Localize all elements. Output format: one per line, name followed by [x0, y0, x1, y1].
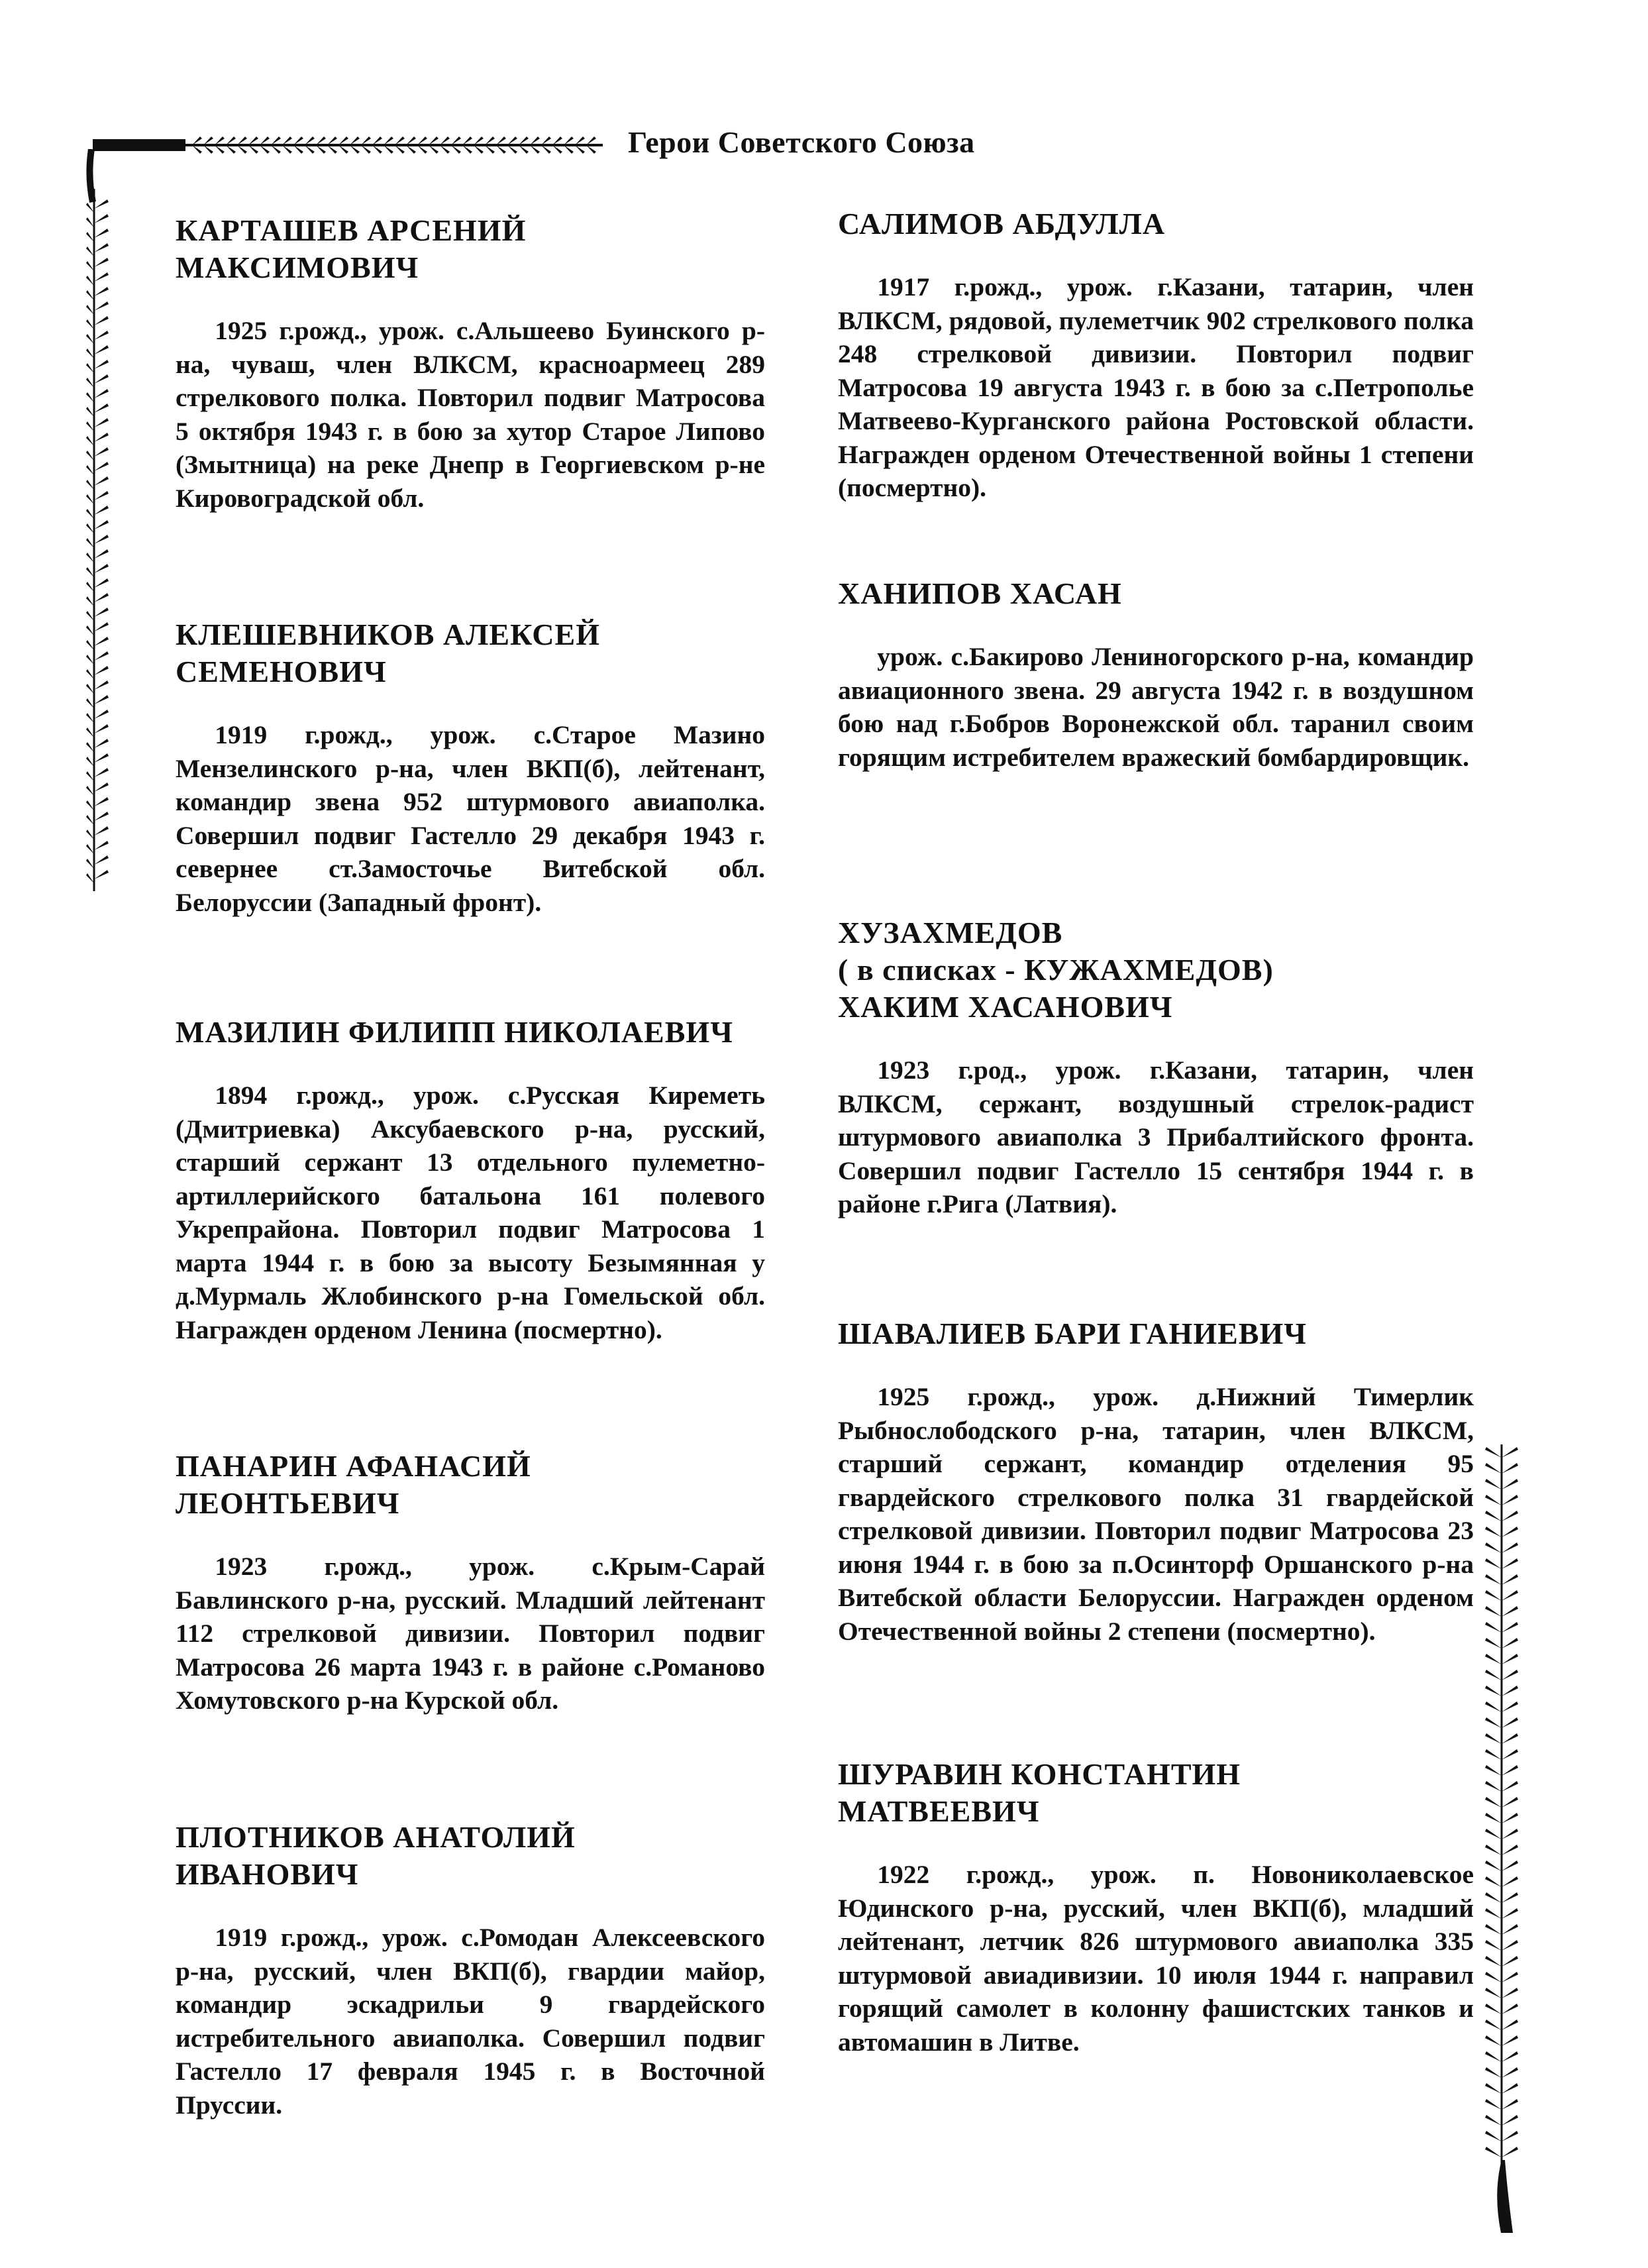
leaf-ornament [94, 462, 109, 471]
leaf-ornament [94, 520, 109, 529]
leaf-ornament [94, 287, 109, 296]
entry-text: 1894 г.рожд., урож. с.Русская Киреметь (Дмитриевка) Аксубаевского р-на, русский, старший сержант 13 отдельного пулеметно-артиллерийского батальона 161 полевого Укрепрайона. Повторил подвиг Матросова 1 марта 1944 г. в бою за высоту Безымянная у д.Мурмаль Жлобинского р-на Гомельской обл. Награжден орденом Ленина (посмертно). [176, 1081, 765, 1344]
leaf-ornament [1502, 1527, 1518, 1537]
leaf-ornament [1502, 1606, 1518, 1617]
entry-name: САЛИМОВ АБДУЛЛА [838, 207, 1166, 241]
leaf-ornament [1485, 2115, 1502, 2126]
leaf-ornament [1485, 1511, 1502, 1521]
right-border-ornament-icon [1478, 1444, 1525, 2240]
leaf-ornament [86, 757, 94, 767]
entry-panarin [176, 1448, 765, 1717]
leaf-ornament [94, 491, 109, 500]
leaf-ornament [1485, 1574, 1502, 1585]
leaf-ornament [94, 301, 109, 311]
leaf-ornament [1485, 2020, 1502, 2030]
leaf-ornament [86, 611, 94, 621]
leaf-ornament [1485, 1781, 1502, 1792]
leaf-ornament [94, 680, 109, 690]
leaf-ornament [86, 625, 94, 635]
leaf-ornament [1485, 1701, 1502, 1712]
leaf-ornament [1485, 1670, 1502, 1680]
leaf-ornament [86, 509, 94, 519]
leaf-ornament [94, 549, 109, 559]
leaf-ornament [86, 480, 94, 490]
leaf-ornament [1485, 1447, 1502, 1458]
leaf-ornament [1502, 1876, 1518, 1887]
leaf-ornament [94, 695, 109, 704]
leaf-ornament [86, 261, 94, 271]
leaf-ornament [1502, 1717, 1518, 1728]
entry-text: 1919 г.рожд., урож. с.Старое Мазино Мензелинского р-на, член ВКП(б), лейтенант, командир звена 952 штурмового авиаполка. Совершил подвиг Гастелло 29 декабря 1943 г. севернее ст.Замосточье Витебской обл. Белоруссии (Западный фронт). [176, 720, 765, 917]
leaf-ornament [94, 374, 109, 384]
leaf-ornament [1485, 1876, 1502, 1887]
leaf-ornament [1502, 1558, 1518, 1569]
entry-text: 1922 г.рожд., урож. п. Новониколаевское Юдинского р-на, русский, член ВКП(б), младший лейтенант, летчик 826 штурмового авиаполка 335 штурмовой авиадивизии. 10 июля 1944 г. направил горящий самолет в колонну фашистских танков и автомашин в Литве. [838, 1860, 1474, 2057]
leaf-ornament [86, 771, 94, 781]
leaf-ornament [94, 651, 109, 661]
leaf-ornament [1485, 1686, 1502, 1696]
leaf-ornament [1502, 1733, 1518, 1744]
entry-salimov [838, 205, 1474, 505]
leaf-ornament [1485, 1542, 1502, 1553]
entry-text: 1925 г.рожд., урож. д.Нижний Тимерлик Рыбнослободского р-на, татарин, член ВЛКСМ, старший сержант, командир отделения 95 гвардейского стрелкового полка 31 гвардейской стрелковой дивизии. Повторил подвиг Матросова 23 июня 1944 г. в бою за п.Осинторф Оршанского р-на Витебской области Белоруссии. Награжден орденом Отечественной войны 2 степени (посмертно). [838, 1382, 1474, 1646]
leaf-ornament [1502, 1924, 1518, 1935]
leaf-ornament [86, 728, 94, 737]
leaf-ornament [86, 655, 94, 665]
entry-name: МАЗИЛИН ФИЛИПП НИКОЛАЕВИЧ [176, 1015, 733, 1049]
leaf-ornament [86, 844, 94, 854]
leaf-ornament [1485, 1733, 1502, 1744]
leaf-ornament [1502, 1574, 1518, 1585]
header-ornament-icon [93, 130, 603, 160]
leaf-ornament [86, 334, 94, 344]
leaf-ornament [1502, 1686, 1518, 1696]
entry-name: ШУРАВИН КОНСТАНТИН МАТВЕЕВИЧ [838, 1757, 1241, 1828]
leaf-ornament [1502, 1542, 1518, 1553]
leaf-ornament [94, 724, 109, 733]
leaf-ornament [1502, 2020, 1518, 2030]
leaf-ornament [94, 768, 109, 777]
leaf-ornament [94, 637, 109, 646]
leaf-ornament [86, 465, 94, 475]
leaf-ornament [86, 378, 94, 388]
leaf-ornament [94, 360, 109, 369]
entry-khuzakhmedov [838, 914, 1474, 1221]
entry-shuravin [838, 1756, 1474, 2059]
leaf-ornament [86, 246, 94, 256]
leaf-ornament [94, 433, 109, 442]
leaf-ornament [1502, 1447, 1518, 1458]
leaf-ornament [86, 203, 94, 213]
entry-mazilin [176, 1014, 765, 1346]
leaf-ornament [1502, 1765, 1518, 1776]
leaf-ornament [1485, 1463, 1502, 1474]
leaf-ornament [1502, 1463, 1518, 1474]
leaf-ornament [1485, 2099, 1502, 2110]
leaf-ornament [86, 305, 94, 315]
leaf-ornament [1502, 2115, 1518, 2126]
leaf-ornament [86, 407, 94, 417]
leaf-ornament [1485, 2083, 1502, 2094]
leaf-ornament [86, 859, 94, 869]
leaf-ornament [86, 567, 94, 577]
leaf-ornament [94, 578, 109, 588]
entry-text: урож. с.Бакирово Лениногорского р-на, командир авиационного звена. 29 августа 1942 г. в воздушном бою над г.Бобров Воронежской обл. таранил своим горящим истребителем вражеский бомбардировщик. [838, 642, 1474, 772]
leaf-ornament [1502, 1749, 1518, 1760]
leaf-ornament [86, 713, 94, 723]
leaf-ornament [1502, 1988, 1518, 1998]
leaf-ornament [94, 418, 109, 427]
leaf-ornament [1502, 2131, 1518, 2141]
leaf-ornament [1502, 1845, 1518, 1855]
leaf-ornament [86, 742, 94, 752]
leaf-ornament [94, 841, 109, 850]
leaf-ornament [1485, 1590, 1502, 1601]
leaf-ornament [86, 392, 94, 402]
leaf-ornament [94, 826, 109, 836]
leaf-ornament [86, 698, 94, 708]
leaf-ornament [86, 553, 94, 563]
entry-name: ХУЗАХМЕДОВ ( в списках - КУЖАХМЕДОВ) ХАКИМ ХАСАНОВИЧ [838, 916, 1274, 1024]
leaf-ornament [94, 506, 109, 515]
leaf-ornament [94, 855, 109, 865]
entry-kartashev [176, 212, 765, 515]
leaf-ornament [1502, 1797, 1518, 1808]
leaf-ornament [94, 593, 109, 602]
entry-text: 1923 г.род., урож. г.Казани, татарин, член ВЛКСМ, сержант, воздушный стрелок-радист штурмового авиаполка 3 Прибалтийского фронта. Совершил подвиг Гастелло 15 сентября 1944 г. в районе г.Рига (Латвия). [838, 1055, 1474, 1218]
entry-text: 1919 г.рожд., урож. с.Ромодан Алексеевского р-на, русский, член ВКП(б), гвардии майор, командир эскадрильи 9 гвардейского истребительного авиаполка. Совершил подвиг Гастелло 17 февраля 1945 г. в Восточной Пруссии. [176, 1923, 765, 2120]
leaf-ornament [94, 272, 109, 282]
leaf-ornament [86, 873, 94, 883]
leaf-ornament [86, 786, 94, 796]
entry-name: КЛЕШЕВНИКОВ АЛЕКСЕЙ СЕМЕНОВИЧ [176, 618, 600, 688]
leaf-ornament [1502, 1670, 1518, 1680]
leaf-ornament [94, 783, 109, 792]
leaf-ornament [86, 232, 94, 242]
leaf-ornament [1485, 2131, 1502, 2141]
leaf-ornament [1485, 1765, 1502, 1776]
leaf-ornament [1485, 2004, 1502, 2014]
leaf-ornament [1485, 1495, 1502, 1505]
left-border-leaves [86, 199, 109, 883]
leaf-ornament [94, 389, 109, 398]
leaf-ornament [1485, 2035, 1502, 2046]
leaf-ornament [1502, 1940, 1518, 1951]
leaf-ornament [86, 640, 94, 650]
leaf-ornament [1485, 1797, 1502, 1808]
leaf-ornament [94, 199, 109, 209]
leaf-ornament [1485, 1908, 1502, 1919]
entry-text: 1917 г.рожд., урож. г.Казани, татарин, член ВЛКСМ, рядовой, пулеметчик 902 стрелкового полка 248 стрелковой дивизии. Повторил подвиг Матросова 19 августа 1943 г. в бою за с.Петрополье Матвеево-Курганского района Ростовской области. Награжден орденом Отечественной войны 1 степени (посмертно). [838, 272, 1474, 502]
leaf-ornament [1502, 1622, 1518, 1633]
leaf-ornament [1502, 2067, 1518, 2078]
leaf-ornament [86, 815, 94, 825]
leaf-ornament [1485, 1924, 1502, 1935]
leaf-ornament [1502, 1972, 1518, 1982]
leaf-ornament [1502, 1654, 1518, 1664]
leaf-ornament [86, 800, 94, 810]
leaf-ornament [94, 476, 109, 486]
leaf-ornament [94, 243, 109, 252]
leaf-ornament [1502, 1908, 1518, 1919]
leaf-ornament [1502, 1781, 1518, 1792]
leaf-ornament [86, 596, 94, 606]
entry-shavaliev [838, 1315, 1474, 1648]
leaf-ornament [86, 363, 94, 373]
leaf-ornament [86, 538, 94, 548]
leaf-ornament [1502, 1638, 1518, 1648]
leaf-ornament [94, 753, 109, 763]
leaf-ornament [94, 564, 109, 573]
leaf-ornament [94, 316, 109, 325]
leaf-ornament [86, 217, 94, 227]
leaf-ornament [1502, 2099, 1518, 2110]
leaf-ornament [94, 447, 109, 457]
entry-khanipov [838, 575, 1474, 774]
leaf-ornament [94, 812, 109, 821]
left-border-ornament-icon [85, 149, 122, 891]
leaf-ornament [1485, 1479, 1502, 1489]
leaf-ornament [1485, 1829, 1502, 1839]
leaf-ornament [86, 684, 94, 694]
leaf-ornament [86, 421, 94, 431]
leaf-ornament [1485, 1527, 1502, 1537]
entry-name: ШАВАЛИЕВ БАРИ ГАНИЕВИЧ [838, 1317, 1308, 1350]
leaf-ornament [86, 276, 94, 286]
leaf-ornament [1502, 1813, 1518, 1823]
page-header-title: Герои Советского Союза [628, 125, 975, 159]
leaf-ornament [86, 669, 94, 679]
leaf-ornament [94, 739, 109, 748]
leaf-ornament [1485, 1638, 1502, 1648]
leaf-ornament [86, 494, 94, 504]
leaf-ornament [86, 349, 94, 358]
entry-name: ПАНАРИН АФАНАСИЙ ЛЕОНТЬЕВИЧ [176, 1449, 531, 1520]
entry-text: 1925 г.рожд., урож. с.Альшеево Буинского р-на, чуваш, член ВЛКСМ, красноармеец 289 стрелкового полка. Повторил подвиг Матросова 5 октября 1943 г. в бою за хутор Старое Липово (Змытница) на реке Днепр в Георгиевском р-не Кировоградской обл. [176, 316, 765, 513]
leaf-ornament [1485, 1654, 1502, 1664]
leaf-ornament [86, 436, 94, 446]
leaf-ornament [1502, 2004, 1518, 2014]
entry-name: ХАНИПОВ ХАСАН [838, 576, 1122, 610]
leaf-ornament [94, 229, 109, 238]
leaf-ornament [86, 290, 94, 300]
leaf-ornament [1485, 1988, 1502, 1998]
leaf-ornament [1485, 1606, 1502, 1617]
leaf-ornament [86, 523, 94, 533]
leaf-ornament [94, 666, 109, 675]
entry-kleshevnikov [176, 616, 765, 919]
leaf-ornament [1502, 2051, 1518, 2062]
entry-name: ПЛОТНИКОВ АНАТОЛИЙ ИВАНОВИЧ [176, 1820, 576, 1891]
leaf-ornament [1485, 2067, 1502, 2078]
leaf-ornament [1502, 1829, 1518, 1839]
leaf-ornament [1485, 1749, 1502, 1760]
leaf-ornament [94, 535, 109, 544]
leaf-ornament [1485, 1940, 1502, 1951]
leaf-ornament [1502, 1495, 1518, 1505]
leaf-ornament [1502, 2147, 1518, 2157]
leaf-ornament [86, 451, 94, 460]
leaf-ornament [1502, 2083, 1518, 2094]
leaf-ornament [1485, 1956, 1502, 1967]
leaf-ornament [94, 608, 109, 617]
leaf-ornament [94, 331, 109, 340]
leaf-ornament [1485, 1972, 1502, 1982]
leaf-ornament [1485, 1861, 1502, 1871]
leaf-ornament [94, 214, 109, 223]
leaf-ornament [94, 404, 109, 413]
leaf-ornament [1485, 2147, 1502, 2157]
leaf-ornament [1485, 1717, 1502, 1728]
leaf-ornament [94, 345, 109, 354]
leaf-ornament [1502, 1479, 1518, 1489]
leaf-ornament [86, 582, 94, 592]
leaf-ornament [94, 258, 109, 267]
leaf-ornament [1485, 1845, 1502, 1855]
leaf-ornament [1502, 1701, 1518, 1712]
leaf-ornament [94, 710, 109, 719]
leaf-ornament [1485, 2051, 1502, 2062]
leaf-ornament [86, 319, 94, 329]
leaf-ornament [94, 870, 109, 879]
leaf-ornament [1485, 1892, 1502, 1903]
leaf-ornament [1485, 1813, 1502, 1823]
leaf-ornament [1502, 2035, 1518, 2046]
leaf-ornament [94, 622, 109, 631]
entry-name: КАРТАШЕВ АРСЕНИЙ МАКСИМОВИЧ [176, 213, 527, 284]
leaf-ornament [1502, 1511, 1518, 1521]
leaf-ornament [86, 830, 94, 839]
leaf-ornament [1502, 1590, 1518, 1601]
entry-text: 1923 г.рожд., урож. с.Крым-Сарай Бавлинского р-на, русский. Младший лейтенант 112 стрелковой дивизии. Повторил подвиг Матросова 26 марта 1943 г. в районе с.Романово Хомутовского р-на Курской обл. [176, 1552, 765, 1715]
leaf-ornament [1485, 1622, 1502, 1633]
leaf-ornament [1502, 1861, 1518, 1871]
leaf-ornament [94, 797, 109, 806]
entry-plotnikov [176, 1819, 765, 2122]
leaf-ornament [1502, 1956, 1518, 1967]
leaf-ornament [1502, 1892, 1518, 1903]
leaf-ornament [1485, 1558, 1502, 1569]
